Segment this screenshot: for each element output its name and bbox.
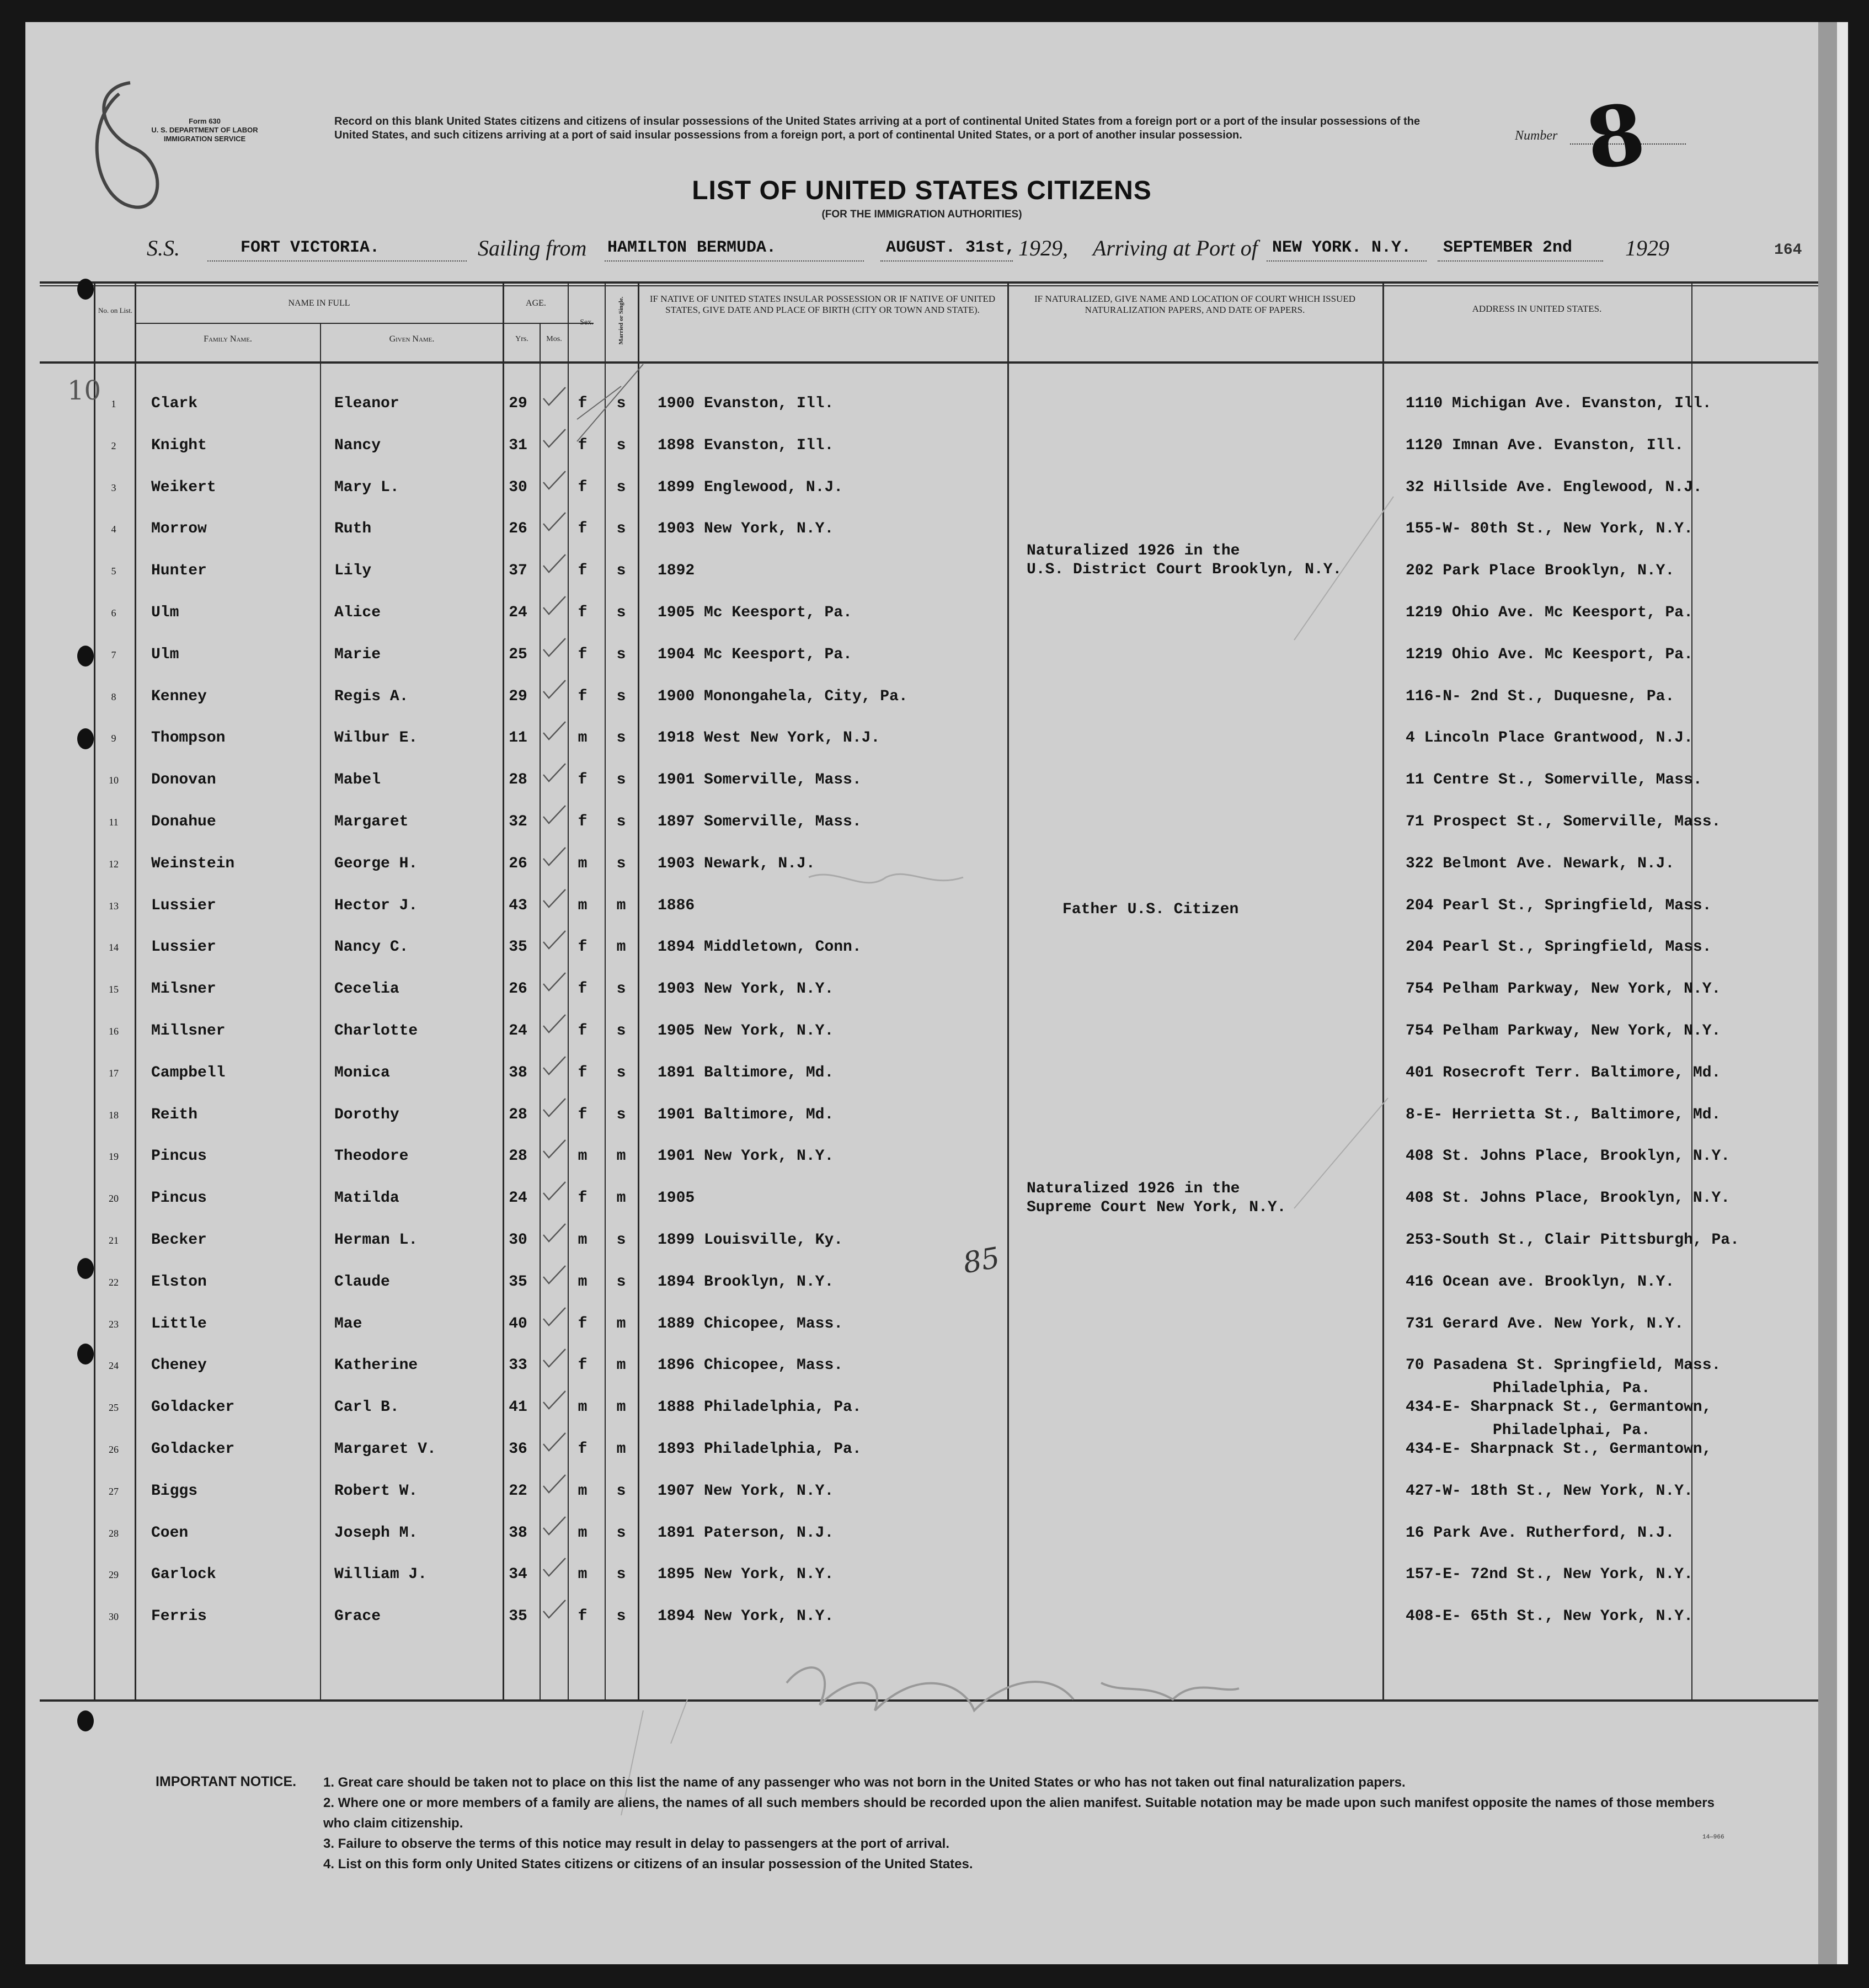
marital-status: s [616, 1273, 626, 1291]
family-name: Weinstein [151, 855, 235, 872]
notice-title: IMPORTANT NOTICE. [156, 1774, 297, 1789]
given-name: Cecelia [334, 980, 399, 998]
birth-info: 1905 Mc Keesport, Pa. [658, 604, 852, 621]
given-name: Dorothy [334, 1106, 399, 1123]
given-name: Regis A. [334, 687, 409, 705]
given-name: Nancy C. [334, 939, 409, 956]
birth-info: 1888 Philadelphia, Pa. [658, 1399, 862, 1416]
notice-item: 3. Failure to observe the terms of this notice may result in delay to passengers at the port of arrival. [323, 1836, 949, 1851]
arrival-date: SEPTEMBER 2nd [1443, 238, 1573, 257]
sex: f [578, 1315, 588, 1333]
marital-status: s [616, 562, 626, 580]
sex: f [578, 980, 588, 998]
sex: f [578, 395, 588, 412]
age-years: 28 [509, 771, 527, 789]
sex: m [578, 1273, 588, 1291]
given-name: Marie [334, 646, 381, 663]
given-name: Grace [334, 1608, 381, 1625]
age-years: 31 [509, 436, 527, 454]
address: 401 Rosecroft Terr. Baltimore, Md. [1406, 1064, 1721, 1081]
sex: f [578, 562, 588, 580]
row-number: 13 [109, 900, 119, 912]
punch-hole [77, 279, 94, 300]
family-name: Garlock [151, 1566, 216, 1584]
row-number: 7 [111, 649, 116, 660]
age-years: 11 [509, 729, 527, 747]
notice-item: 4. List on this form only United States citizens or citizens of an insular possession of the United States. [323, 1857, 973, 1872]
family-name: Millsner [151, 1022, 226, 1040]
sex: f [578, 478, 588, 496]
given-name: Claude [334, 1273, 390, 1291]
birth-info: 1897 Somerville, Mass. [658, 813, 862, 830]
marital-status: s [616, 1022, 626, 1040]
department-name: U. S. DEPARTMENT OF LABOR [151, 126, 258, 134]
given-name: Margaret [334, 813, 409, 830]
sex: m [578, 1482, 588, 1500]
marital-status: m [616, 1190, 626, 1207]
marital-status: s [616, 1232, 626, 1249]
marital-status: m [616, 897, 626, 914]
birth-info: 1894 New York, N.Y. [658, 1608, 834, 1625]
row-number: 22 [109, 1276, 119, 1288]
birth-info: 1896 Chicopee, Mass. [658, 1357, 843, 1374]
address: 1219 Ohio Ave. Mc Keesport, Pa. [1406, 646, 1693, 663]
row-number: 4 [111, 524, 116, 535]
age-years: 22 [509, 1482, 527, 1500]
family-name: Campbell [151, 1064, 226, 1081]
marital-status: s [616, 1608, 626, 1625]
header-yrs: Yrs. [515, 335, 528, 343]
header-given-name: Given Name. [389, 334, 435, 344]
address: 4 Lincoln Place Grantwood, N.J. [1406, 729, 1693, 747]
marital-status: m [616, 939, 626, 956]
age-years: 26 [509, 855, 527, 872]
marital-status: m [616, 1357, 626, 1374]
age-years: 26 [509, 980, 527, 998]
sex: m [578, 1524, 588, 1542]
punch-hole [77, 1344, 94, 1365]
header-naturalized: IF NATURALIZED, GIVE NAME AND LOCATION OF COURT WHICH ISSUED NATURALIZATION PAPERS, AND DATE OF PAPERS. [1034, 294, 1355, 315]
row-number: 27 [109, 1485, 119, 1497]
family-name: Reith [151, 1106, 198, 1123]
family-name: Becker [151, 1232, 207, 1249]
sex: m [578, 897, 588, 914]
address: 434-E- Sharpnack St., Germantown, [1406, 1441, 1712, 1458]
sex: m [578, 1399, 588, 1416]
birth-info: 1900 Monongahela, City, Pa. [658, 687, 908, 705]
given-name: Carl B. [334, 1399, 399, 1416]
row-number: 29 [109, 1569, 119, 1581]
marital-status: m [616, 1148, 626, 1165]
punch-hole [77, 1258, 94, 1279]
row-number: 1 [111, 398, 116, 409]
address: 116-N- 2nd St., Duquesne, Pa. [1406, 687, 1675, 705]
marital-status: s [616, 729, 626, 747]
family-name: Morrow [151, 520, 207, 538]
given-name: Eleanor [334, 395, 399, 412]
age-years: 29 [509, 395, 527, 412]
address: 1120 Imnan Ave. Evanston, Ill. [1406, 436, 1684, 454]
marital-status: s [616, 520, 626, 538]
age-years: 35 [509, 1273, 527, 1291]
given-name: Robert W. [334, 1482, 418, 1500]
sex: m [578, 1232, 588, 1249]
row-number: 15 [109, 984, 119, 995]
given-name: Monica [334, 1064, 390, 1081]
address: 322 Belmont Ave. Newark, N.J. [1406, 855, 1675, 872]
sex: f [578, 939, 588, 956]
birth-info: 1898 Evanston, Ill. [658, 436, 834, 454]
row-number: 8 [111, 691, 116, 702]
margin-mark: 10 [67, 375, 102, 406]
address: 11 Centre St., Somerville, Mass. [1406, 771, 1702, 789]
marital-status: s [616, 1064, 626, 1081]
form-number: Form 630 [189, 117, 221, 125]
arrival-port: NEW YORK. N.Y. [1272, 238, 1412, 257]
given-name: Matilda [334, 1190, 399, 1207]
arrival-year: 1929 [1625, 236, 1669, 260]
birth-info: 1894 Middletown, Conn. [658, 939, 862, 956]
birth-info: 1903 Newark, N.J. [658, 855, 815, 872]
family-name: Ulm [151, 604, 179, 621]
header-married-single: Married or Single. [618, 296, 624, 345]
sex: f [578, 1608, 588, 1625]
naturalization-note-line: Naturalized 1926 in the [1027, 1180, 1240, 1197]
from-port: HAMILTON BERMUDA. [607, 238, 777, 257]
address: 427-W- 18th St., New York, N.Y. [1406, 1482, 1693, 1500]
family-name: Hunter [151, 562, 207, 580]
marital-status: s [616, 813, 626, 830]
given-name: Hector J. [334, 897, 418, 914]
address: 754 Pelham Parkway, New York, N.Y. [1406, 1022, 1721, 1040]
row-number: 20 [109, 1193, 119, 1204]
age-years: 26 [509, 520, 527, 538]
marital-status: s [616, 980, 626, 998]
family-name: Kenney [151, 687, 207, 705]
age-years: 40 [509, 1315, 527, 1333]
age-years: 25 [509, 646, 527, 663]
sex: m [578, 729, 588, 747]
number-label: Number [1515, 129, 1558, 143]
address: 434-E- Sharpnack St., Germantown, [1406, 1399, 1712, 1416]
age-years: 29 [509, 687, 527, 705]
birth-info: 1901 Somerville, Mass. [658, 771, 862, 789]
marital-status: s [616, 855, 626, 872]
marital-status: s [616, 1566, 626, 1584]
given-name: Theodore [334, 1148, 409, 1165]
family-name: Elston [151, 1273, 207, 1291]
marital-status: s [616, 436, 626, 454]
footer-code: 14—966 [1702, 1834, 1724, 1841]
sex: f [578, 646, 588, 663]
sex: f [578, 813, 588, 830]
address: 70 Pasadena St. Springfield, Mass. [1406, 1357, 1721, 1374]
family-name: Clark [151, 395, 198, 412]
family-name: Thompson [151, 729, 226, 747]
row-number: 24 [109, 1360, 119, 1372]
age-years: 43 [509, 897, 527, 914]
birth-info: 1899 Louisville, Ky. [658, 1232, 843, 1249]
age-years: 32 [509, 813, 527, 830]
age-years: 24 [509, 604, 527, 621]
given-name: Katherine [334, 1357, 418, 1374]
given-name: Margaret V. [334, 1441, 436, 1458]
given-name: Joseph M. [334, 1524, 418, 1542]
marital-status: m [616, 1399, 626, 1416]
age-years: 30 [509, 1232, 527, 1249]
row-number: 9 [111, 733, 116, 744]
family-name: Biggs [151, 1482, 198, 1500]
row-number: 30 [109, 1611, 119, 1623]
punch-hole [77, 646, 94, 667]
page-subtitle: (FOR THE IMMIGRATION AUTHORITIES) [821, 209, 1022, 220]
age-years: 41 [509, 1399, 527, 1416]
given-name: William J. [334, 1566, 428, 1584]
address: 71 Prospect St., Somerville, Mass. [1406, 813, 1721, 830]
sex: f [578, 687, 588, 705]
row-number: 25 [109, 1402, 119, 1414]
sex: f [578, 1190, 588, 1207]
age-years: 30 [509, 478, 527, 496]
age-years: 28 [509, 1148, 527, 1165]
address-line-2: Philadelphai, Pa. [1493, 1422, 1651, 1439]
row-number: 19 [109, 1151, 119, 1163]
birth-info: 1904 Mc Keesport, Pa. [658, 646, 852, 663]
birth-info: 1899 Englewood, N.J. [658, 478, 843, 496]
address: 155-W- 80th St., New York, N.Y. [1406, 520, 1693, 538]
row-number: 23 [109, 1318, 119, 1330]
age-years: 35 [509, 939, 527, 956]
sex: f [578, 436, 588, 454]
row-number: 18 [109, 1109, 119, 1121]
birth-info: 1889 Chicopee, Mass. [658, 1315, 843, 1333]
birth-info: 1901 Baltimore, Md. [658, 1106, 834, 1123]
marital-status: s [616, 1482, 626, 1500]
sailing-label: Sailing from [478, 236, 587, 260]
given-name: Lily [334, 562, 372, 580]
sex: f [578, 1106, 588, 1123]
marital-status: s [616, 771, 626, 789]
birth-info: 1895 New York, N.Y. [658, 1566, 834, 1584]
family-name: Pincus [151, 1148, 207, 1165]
row-number: 17 [109, 1067, 119, 1079]
handwritten-number: 85 [960, 1241, 1002, 1281]
birth-info: 1905 [658, 1190, 695, 1207]
family-name: Pincus [151, 1190, 207, 1207]
address: 731 Gerard Ave. New York, N.Y. [1406, 1315, 1684, 1333]
ship-name: FORT VICTORIA. [241, 238, 380, 257]
address: 8-E- Herrietta St., Baltimore, Md. [1406, 1106, 1721, 1123]
birth-info: 1894 Brooklyn, N.Y. [658, 1273, 834, 1291]
given-name: Nancy [334, 436, 381, 454]
address: 204 Pearl St., Springfield, Mass. [1406, 939, 1712, 956]
family-name: Coen [151, 1524, 189, 1542]
family-name: Donahue [151, 813, 216, 830]
age-years: 37 [509, 562, 527, 580]
marital-status: s [616, 646, 626, 663]
age-years: 38 [509, 1064, 527, 1081]
birth-info: 1892 [658, 562, 695, 580]
punch-hole [77, 1710, 94, 1731]
intro-text: Record on this blank United States citizens and citizens of insular possessions of the United States arriving at a port of continental United States from a foreign port or a port of the insular possessions of the United States, and such citizens arriving at a port of said insular possessions from a foreign port, a port of continental United States, or a port of another insular possession. [334, 115, 1421, 141]
arriving-label: Arriving at Port of [1093, 236, 1258, 260]
header-birth: IF NATIVE OF UNITED STATES INSULAR POSSESSION OR IF NATIVE OF UNITED STATES, GIVE DATE AND PLACE OF BIRTH (CITY OR TOWN AND STATE). [649, 294, 996, 315]
birth-info: 1891 Paterson, N.J. [658, 1524, 834, 1542]
address: 416 Ocean ave. Brooklyn, N.Y. [1406, 1273, 1675, 1291]
sex: f [578, 771, 588, 789]
header-family-name: Family Name. [204, 334, 252, 344]
address: 204 Pearl St., Springfield, Mass. [1406, 897, 1712, 914]
birth-info: 1900 Evanston, Ill. [658, 395, 834, 412]
family-name: Ulm [151, 646, 179, 663]
age-years: 38 [509, 1524, 527, 1542]
marital-status: s [616, 604, 626, 621]
address: 32 Hillside Ave. Englewood, N.J. [1406, 478, 1702, 496]
header-name-in-full: NAME IN FULL [288, 299, 350, 308]
family-name: Little [151, 1315, 207, 1333]
header-age: AGE. [526, 299, 546, 308]
service-name: IMMIGRATION SERVICE [163, 135, 246, 143]
age-years: 34 [509, 1566, 527, 1584]
given-name: Alice [334, 604, 381, 621]
address: 202 Park Place Brooklyn, N.Y. [1406, 562, 1675, 580]
given-name: Wilbur E. [334, 729, 418, 747]
birth-info: 1903 New York, N.Y. [658, 520, 834, 538]
family-name: Weikert [151, 478, 216, 496]
address-line-2: Philadelphia, Pa. [1493, 1380, 1651, 1398]
given-name: George H. [334, 855, 418, 872]
family-name: Cheney [151, 1357, 207, 1374]
naturalization-note-line: Naturalized 1926 in the [1027, 542, 1240, 559]
address: 157-E- 72nd St., New York, N.Y. [1406, 1566, 1693, 1584]
header-address: ADDRESS IN UNITED STATES. [1472, 303, 1602, 314]
row-number: 11 [109, 817, 119, 828]
row-number: 21 [109, 1235, 119, 1246]
address: 253-South St., Clair Pittsburgh, Pa. [1406, 1232, 1739, 1249]
address: 408 St. Johns Place, Brooklyn, N.Y. [1406, 1148, 1731, 1165]
age-years: 35 [509, 1608, 527, 1625]
age-years: 28 [509, 1106, 527, 1123]
family-name: Goldacker [151, 1441, 235, 1458]
given-name: Mabel [334, 771, 381, 789]
address: 1110 Michigan Ave. Evanston, Ill. [1406, 395, 1712, 412]
marital-status: m [616, 1315, 626, 1333]
sex: f [578, 1357, 588, 1374]
given-name: Mae [334, 1315, 362, 1333]
departure-date: AUGUST. 31st, [886, 238, 1016, 257]
number-value: 8 [1580, 84, 1651, 189]
sex: f [578, 520, 588, 538]
row-number: 10 [109, 775, 119, 786]
address: 16 Park Ave. Rutherford, N.J. [1406, 1524, 1675, 1542]
address: 408-E- 65th St., New York, N.Y. [1406, 1608, 1693, 1625]
family-name: Donovan [151, 771, 216, 789]
row-number: 3 [111, 482, 116, 493]
family-name: Lussier [151, 939, 216, 956]
sex: m [578, 1148, 588, 1165]
sex: m [578, 855, 588, 872]
family-name: Milsner [151, 980, 216, 998]
birth-info: 1905 New York, N.Y. [658, 1022, 834, 1040]
page-title: LIST OF UNITED STATES CITIZENS [692, 176, 1152, 205]
family-name: Goldacker [151, 1399, 235, 1416]
marital-status: s [616, 478, 626, 496]
address: 1219 Ohio Ave. Mc Keesport, Pa. [1406, 604, 1693, 621]
naturalization-note-line: Supreme Court New York, N.Y. [1027, 1199, 1286, 1216]
birth-info: 1907 New York, N.Y. [658, 1482, 834, 1500]
header-mos: Mos. [546, 335, 562, 343]
birth-info: 1886 [658, 897, 695, 914]
row-number: 2 [111, 440, 116, 451]
naturalization-note-line: U.S. District Court Brooklyn, N.Y. [1027, 561, 1342, 578]
birth-info: 1901 New York, N.Y. [658, 1148, 834, 1165]
given-name: Mary L. [334, 478, 399, 496]
age-years: 24 [509, 1022, 527, 1040]
stamp-number: 164 [1774, 242, 1802, 259]
family-name: Ferris [151, 1608, 207, 1625]
given-name: Herman L. [334, 1232, 418, 1249]
marital-status: m [616, 1441, 626, 1458]
given-name: Ruth [334, 520, 372, 538]
row-number: 12 [109, 858, 119, 870]
ss-label: S.S. [147, 236, 180, 260]
row-number: 16 [109, 1026, 119, 1037]
row-number: 28 [109, 1527, 119, 1539]
address: 754 Pelham Parkway, New York, N.Y. [1406, 980, 1721, 998]
notice-item: 1. Great care should be taken not to place on this list the name of any passenger who was not born in the United States or who has not taken out final naturalization papers. [323, 1775, 1406, 1790]
given-name: Charlotte [334, 1022, 418, 1040]
age-years: 33 [509, 1357, 527, 1374]
row-number: 5 [111, 566, 116, 577]
age-years: 36 [509, 1441, 527, 1458]
marital-status: s [616, 1106, 626, 1123]
marital-status: s [616, 395, 626, 412]
age-years: 24 [509, 1190, 527, 1207]
sex: f [578, 604, 588, 621]
departure-year: 1929, [1018, 236, 1068, 260]
birth-info: 1891 Baltimore, Md. [658, 1064, 834, 1081]
marital-status: s [616, 687, 626, 705]
row-number: 26 [109, 1444, 119, 1455]
family-name: Lussier [151, 897, 216, 914]
naturalization-note-line: Father U.S. Citizen [1062, 901, 1239, 918]
punch-hole [77, 728, 94, 749]
sex: f [578, 1064, 588, 1081]
page-edge-light [1837, 22, 1848, 1964]
header-no-on-list: No. on List. [98, 306, 133, 315]
family-name: Knight [151, 436, 207, 454]
manifest-sheet [25, 22, 1818, 1964]
birth-info: 1903 New York, N.Y. [658, 980, 834, 998]
address: 408 St. Johns Place, Brooklyn, N.Y. [1406, 1190, 1731, 1207]
page-edge-strip [1818, 22, 1837, 1964]
birth-info: 1918 West New York, N.J. [658, 729, 880, 747]
header-sex: Sex. [580, 318, 594, 327]
row-number: 6 [111, 607, 116, 619]
marital-status: s [616, 1524, 626, 1542]
sex: f [578, 1022, 588, 1040]
sex: f [578, 1441, 588, 1458]
sex: m [578, 1566, 588, 1584]
pencil-marks-icon [25, 22, 1818, 1964]
birth-info: 1893 Philadelphia, Pa. [658, 1441, 862, 1458]
notice-item: 2. Where one or more members of a family are aliens, the names of all such members should be recorded upon the alien manifest. Suitable notation may be made upon such manifest opposite the names of those members who claim citizenship. [323, 1795, 1715, 1831]
row-number: 14 [109, 942, 119, 953]
